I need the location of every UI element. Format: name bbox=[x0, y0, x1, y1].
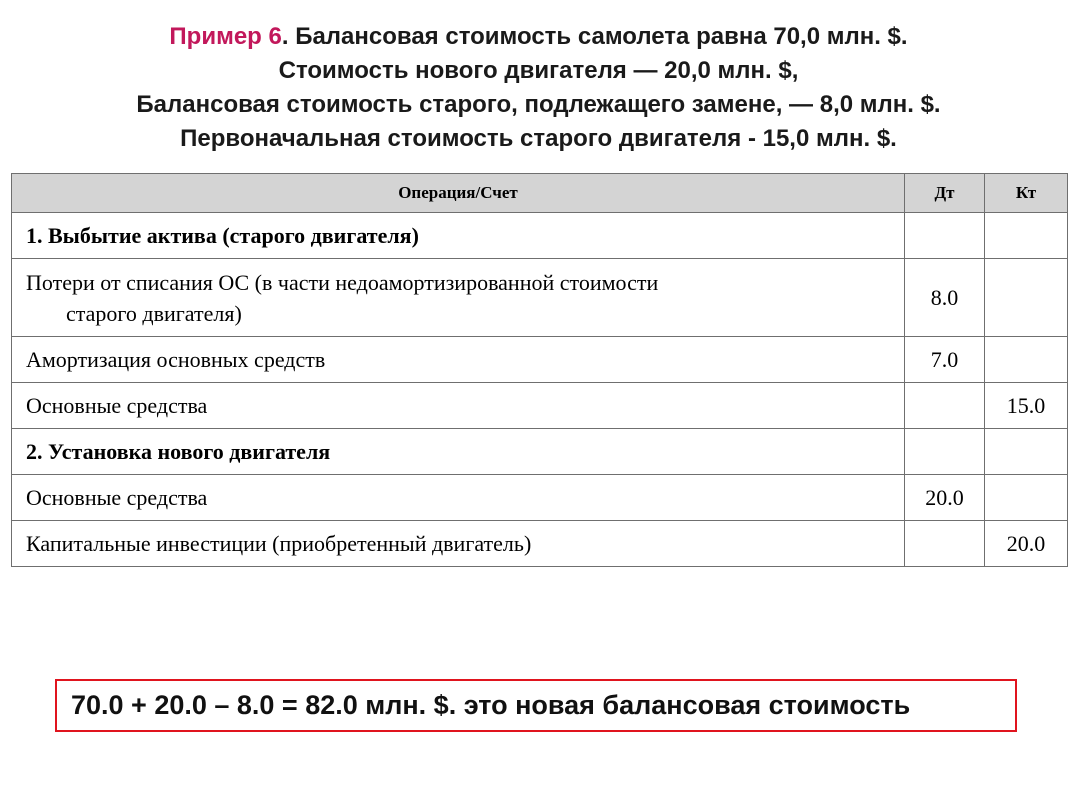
column-header-credit: Кт bbox=[985, 174, 1068, 213]
table-row bbox=[12, 429, 1068, 475]
operation-cell: Основные средства bbox=[12, 383, 905, 429]
credit-cell: 15.0 bbox=[985, 383, 1068, 429]
operation-cell: Основные средства bbox=[12, 475, 905, 521]
operation-cell: Капитальные инвестиции (приобретенный двигатель) bbox=[12, 521, 905, 567]
header-line-4: Первоначальная стоимость старого двигателя - 15,0 млн. $. bbox=[180, 125, 897, 152]
header-line-2: Стоимость нового двигателя — 20,0 млн. $, bbox=[278, 57, 799, 84]
debit-cell bbox=[905, 429, 985, 475]
credit-cell bbox=[985, 429, 1068, 475]
credit-cell bbox=[985, 475, 1068, 521]
debit-cell bbox=[905, 213, 985, 259]
result-text: 70.0 + 20.0 – 8.0 = 82.0 млн. $. это новая балансовая стоимость bbox=[71, 690, 911, 720]
operation-text-line-1: Потери от списания ОС (в части недоамортизированной стоимости bbox=[26, 269, 659, 295]
column-header-operation: Операция/Счет bbox=[12, 174, 905, 213]
accounting-entries-table bbox=[11, 173, 1068, 567]
table-row bbox=[12, 213, 1068, 259]
credit-cell bbox=[985, 259, 1068, 337]
header-line-3: Балансовая стоимость старого, подлежащего замене, — 8,0 млн. $. bbox=[136, 91, 941, 118]
table-row bbox=[12, 259, 1068, 337]
example-label: Пример 6 bbox=[169, 23, 282, 50]
debit-cell: 7.0 bbox=[905, 337, 985, 383]
debit-cell bbox=[905, 383, 985, 429]
header-line-1 bbox=[0, 20, 1077, 54]
operation-text-line-2: старого двигателя) bbox=[66, 300, 242, 326]
operation-cell bbox=[12, 259, 905, 337]
section-title-disposal: 1. Выбытие актива (старого двигателя) bbox=[12, 213, 905, 259]
credit-cell bbox=[985, 337, 1068, 383]
slide-header bbox=[0, 20, 1077, 156]
column-header-debit: Дт bbox=[905, 174, 985, 213]
result-box bbox=[55, 679, 1017, 732]
credit-cell bbox=[985, 213, 1068, 259]
debit-cell: 8.0 bbox=[905, 259, 985, 337]
section-title-installation: 2. Установка нового двигателя bbox=[12, 429, 905, 475]
table-header-row bbox=[12, 174, 1068, 213]
table-row bbox=[12, 475, 1068, 521]
debit-cell: 20.0 bbox=[905, 475, 985, 521]
credit-cell: 20.0 bbox=[985, 521, 1068, 567]
table-row bbox=[12, 383, 1068, 429]
header-line-1-text: . Балансовая стоимость самолета равна 70,0 млн. $. bbox=[281, 23, 908, 50]
table-row bbox=[12, 521, 1068, 567]
operation-cell: Амортизация основных средств bbox=[12, 337, 905, 383]
debit-cell bbox=[905, 521, 985, 567]
table-row bbox=[12, 337, 1068, 383]
